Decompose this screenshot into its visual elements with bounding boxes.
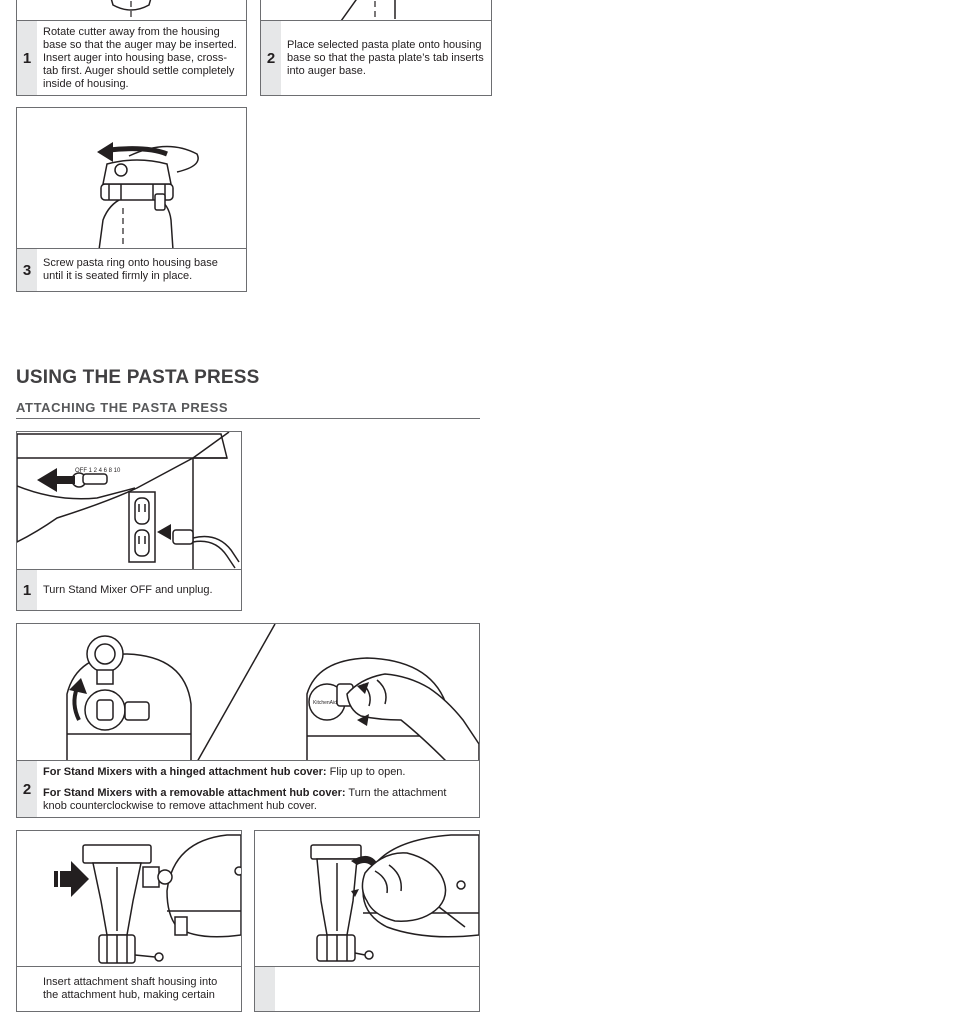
step-number: 3: [17, 249, 37, 291]
step-card-insert-housing: [16, 830, 242, 1012]
step-text: Place selected pasta plate onto housing base so that the pasta plate’s tab inserts into auger base.: [287, 38, 484, 77]
step-card-hub-cover: [16, 623, 480, 818]
step-card-tighten-knob: [254, 830, 480, 1012]
illustration-auger: [17, 0, 246, 21]
hinged-label: For Stand Mixers with a hinged attachment hub cover:: [43, 765, 327, 778]
section-title: USING THE PASTA PRESS: [16, 367, 260, 388]
illustration-pasta-ring: [17, 108, 246, 250]
subsection-title: ATTACHING THE PASTA PRESS: [16, 400, 229, 415]
step-card-rotate-cutter: [16, 0, 247, 96]
step-card-pasta-ring: [16, 107, 247, 292]
illustration-pasta-plate: [261, 0, 491, 21]
step-card-unplug: [16, 431, 242, 611]
section-divider: [16, 418, 480, 419]
step-text-hinged: [43, 766, 473, 779]
step-number: 2: [261, 21, 281, 95]
step-number: 1: [17, 570, 37, 610]
illustration-hub-cover: [17, 624, 479, 762]
illustration-tighten-knob: [255, 831, 479, 969]
removable-label: For Stand Mixers with a removable attachment hub cover:: [43, 786, 346, 799]
step-text: Insert attachment shaft housing into the attachment hub, making certain: [43, 976, 218, 1001]
step-text: Screw pasta ring onto housing base until it is seated firmly in place.: [43, 257, 218, 282]
illustration-insert-housing: [17, 831, 241, 969]
step-number: 1: [17, 21, 37, 95]
step-text: Turn Stand Mixer OFF and unplug.: [43, 583, 213, 596]
step-text-removable: [43, 787, 473, 813]
step-number: 2: [17, 761, 37, 817]
hinged-text: Flip up to open.: [326, 765, 406, 778]
step-card-pasta-plate: [260, 0, 492, 96]
step-number-blank: [255, 967, 275, 1011]
removable-text: Turn the attachment knob counterclockwise to remove attachment hub cover.: [43, 786, 447, 812]
step-text: Rotate cutter away from the housing base so that the auger may be inserted. Insert auger into housing base, cross-tab first. Auger should settle completely inside of housing.: [43, 25, 237, 90]
illustration-unplug: [17, 432, 241, 570]
brand-mark: KitchenAid: [313, 700, 337, 706]
speed-marks: OFF 1 2 4 6 8 10: [75, 468, 121, 474]
